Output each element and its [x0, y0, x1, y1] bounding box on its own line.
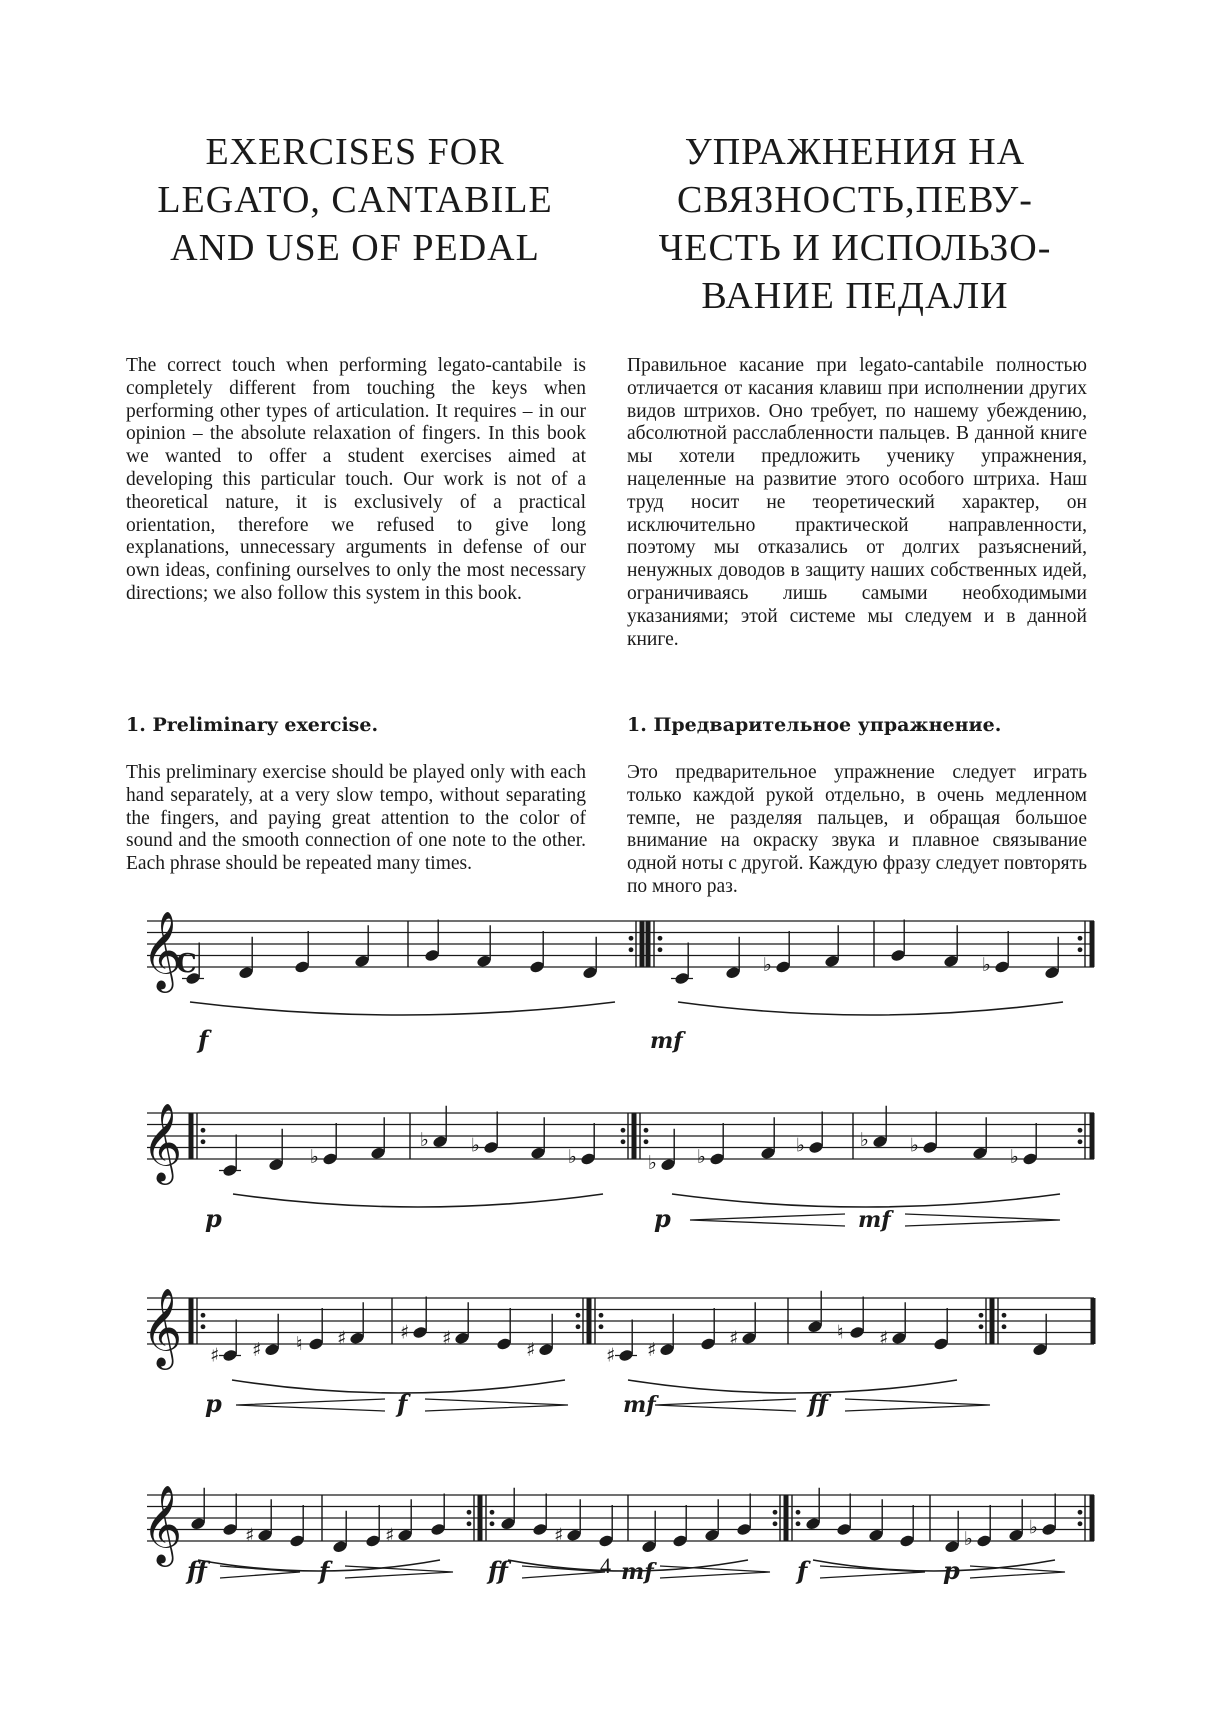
- dynamic-marking: f: [198, 1025, 209, 1054]
- accidental: ♯: [400, 1321, 410, 1344]
- accidental: ♭: [763, 954, 772, 976]
- repeat-dot: [201, 1313, 206, 1318]
- repeat-dot: [629, 936, 634, 941]
- repeat-dot: [467, 1521, 472, 1526]
- repeat-dot: [773, 1510, 778, 1515]
- dynamic-marking: ff: [187, 1556, 207, 1585]
- repeat-dot: [629, 947, 634, 952]
- accidental: ♭: [910, 1134, 919, 1157]
- accidental: ♯: [210, 1344, 220, 1367]
- accidental: ♭: [796, 1134, 805, 1157]
- repeat-dot: [1078, 1128, 1083, 1133]
- repeat-dot: [796, 1510, 801, 1515]
- dynamic-marking: p: [205, 1204, 222, 1233]
- accidental: ♭: [310, 1146, 319, 1168]
- treble-clef: 𝄞: [142, 1485, 183, 1564]
- repeat-dot: [1002, 1313, 1007, 1318]
- exercise-description-english: This preliminary exercise should be played only with each hand separately, at a very slow tempo, without separating the fingers, and paying great attention to the color of sound and the smooth connection of one note to the other. Each phrase should be repeated many times.: [126, 762, 586, 875]
- exercise-description-russian: Это предварительное упражнение следует играть только каждой рукой отдельно, в очень медленном темпе, не разделяя пальцев, и обращая большое внимание на окраску звука и плавное связывание одной ноты с другой. Каждую фразу следует повторять по много раз.: [627, 762, 1087, 897]
- accidental: ♭: [964, 1528, 973, 1550]
- repeat-dot: [796, 1521, 801, 1526]
- treble-clef: 𝄞: [142, 911, 183, 990]
- accidental: ♮: [296, 1333, 303, 1355]
- dynamic-marking: ff: [488, 1556, 508, 1585]
- dynamic-marking: f: [797, 1556, 808, 1585]
- accidental: ♭: [697, 1146, 706, 1168]
- score-notation: [142, 911, 1094, 1578]
- repeat-dot: [490, 1521, 495, 1526]
- page-number: 4: [600, 1553, 611, 1578]
- repeat-dot: [1078, 1139, 1083, 1144]
- dynamic-marking: mf: [621, 1559, 654, 1585]
- accidental: ♭: [1029, 1516, 1038, 1539]
- repeat-dot: [201, 1128, 206, 1133]
- dynamic-marking: p: [943, 1556, 960, 1585]
- crescendo-hairpin: [236, 1399, 385, 1411]
- treble-clef: 𝄞: [142, 1288, 183, 1367]
- repeat-dot: [644, 1128, 649, 1133]
- dynamic-marking: mf: [650, 1028, 683, 1054]
- repeat-dot: [644, 1139, 649, 1144]
- dynamic-marking: ff: [808, 1389, 828, 1418]
- accidental: ♭: [982, 954, 991, 976]
- page-title-russian: УПРАЖНЕНИЯ НА СВЯЗНОСТЬ,ПЕВУ- ЧЕСТЬ И ИСПОЛЬЗО- ВАНИЕ ПЕДАЛИ: [658, 131, 1052, 317]
- accidental: ♭: [860, 1128, 869, 1151]
- decrescendo-hairpin: [425, 1399, 568, 1411]
- slur: [672, 1194, 1060, 1207]
- repeat-dot: [1002, 1324, 1007, 1329]
- repeat-dot: [599, 1324, 604, 1329]
- repeat-dot: [658, 947, 663, 952]
- repeat-dot: [1078, 1521, 1083, 1526]
- dynamic-marking: f: [397, 1389, 408, 1418]
- accidental: ♯: [252, 1338, 262, 1361]
- accidental: ♯: [554, 1524, 564, 1547]
- dynamic-marking: p: [205, 1389, 222, 1418]
- repeat-dot: [576, 1313, 581, 1318]
- dynamic-marking: mf: [858, 1207, 891, 1233]
- dynamics-markings: [176, 949, 960, 1585]
- repeat-dot: [201, 1139, 206, 1144]
- crescendo-hairpin: [655, 1399, 796, 1411]
- slur: [233, 1194, 603, 1207]
- accidental: ♯: [647, 1338, 657, 1361]
- decrescendo-hairpin: [845, 1399, 990, 1411]
- slur: [628, 1380, 957, 1393]
- accidental: ♭: [648, 1151, 657, 1174]
- repeat-dot: [658, 936, 663, 941]
- accidental: ♮: [837, 1321, 844, 1344]
- accidental: ♯: [526, 1338, 536, 1361]
- accidental: ♯: [337, 1327, 347, 1350]
- crescendo-hairpin: [690, 1214, 845, 1226]
- accidental: ♭: [420, 1128, 429, 1151]
- accidental: ♯: [245, 1524, 255, 1547]
- accidental: ♭: [1010, 1146, 1019, 1168]
- section-heading-russian: 1. Предварительное упражнение.: [627, 714, 1002, 736]
- repeat-dot: [1078, 947, 1083, 952]
- repeat-dot: [576, 1324, 581, 1329]
- dynamic-marking: f: [319, 1556, 330, 1585]
- accidental: ♭: [568, 1146, 577, 1168]
- accidental: ♯: [879, 1327, 889, 1350]
- repeat-dot: [979, 1313, 984, 1318]
- accidental: ♯: [385, 1524, 395, 1547]
- repeat-dot: [773, 1521, 778, 1526]
- decrescendo-hairpin: [905, 1214, 1060, 1226]
- section-heading-english: 1. Preliminary exercise.: [126, 714, 379, 736]
- intro-paragraph-russian: Правильное касание при legato-cantabile полностью отличается от касания клавиш при исполнении других видов штрихов. Оно требует, по нашему убеждению, абсолютной расслабленности пальцев. В данной книге мы хотели предложить ученику упражнения, нацеленные на развитие этого особого штриха. Наш труд носит не теоретический характер, он исключительно практической направленности, поэтому мы отказались от долгих разъяснений, ненужных доводов в защиту наших собственных идей, ограничиваясь лишь самыми необходимыми указаниями; этой системе мы следуем и в данной книге.: [627, 355, 1087, 650]
- dynamic-marking: mf: [623, 1392, 656, 1418]
- intro-paragraph-english: The correct touch when performing legato-cantabile is completely different from touching the keys when performing other types of articulation. It requires – in our opinion – the absolute relaxation of fingers. In this book we wanted to offer a student exercises aimed at developing this particular touch. Our work is not of a theoretical nature, it is exclusively of a practical orientation, therefore we refused to give long explanations, unnecessary arguments in defense of our own ideas, confining ourselves to only the most necessary directions; we also follow this system in this book.: [126, 355, 586, 604]
- page-title-english: EXERCISES FOR LEGATO, CANTABILE AND USE OF PEDAL: [157, 131, 553, 269]
- accidental: ♯: [606, 1344, 616, 1367]
- slur: [678, 1002, 1063, 1015]
- repeat-dot: [621, 1128, 626, 1133]
- repeat-dot: [1078, 936, 1083, 941]
- accidental: ♯: [729, 1327, 739, 1350]
- accidental: ♯: [442, 1327, 452, 1350]
- accidental: ♭: [471, 1134, 480, 1157]
- slur: [190, 1002, 615, 1015]
- dynamic-marking: p: [654, 1204, 671, 1233]
- repeat-dot: [1078, 1510, 1083, 1515]
- repeat-dot: [467, 1510, 472, 1515]
- repeat-dot: [201, 1324, 206, 1329]
- repeat-dot: [621, 1139, 626, 1144]
- treble-clef: 𝄞: [142, 1103, 183, 1182]
- repeat-dot: [599, 1313, 604, 1318]
- repeat-dot: [490, 1510, 495, 1515]
- repeat-dot: [979, 1324, 984, 1329]
- time-signature: C: [176, 949, 197, 979]
